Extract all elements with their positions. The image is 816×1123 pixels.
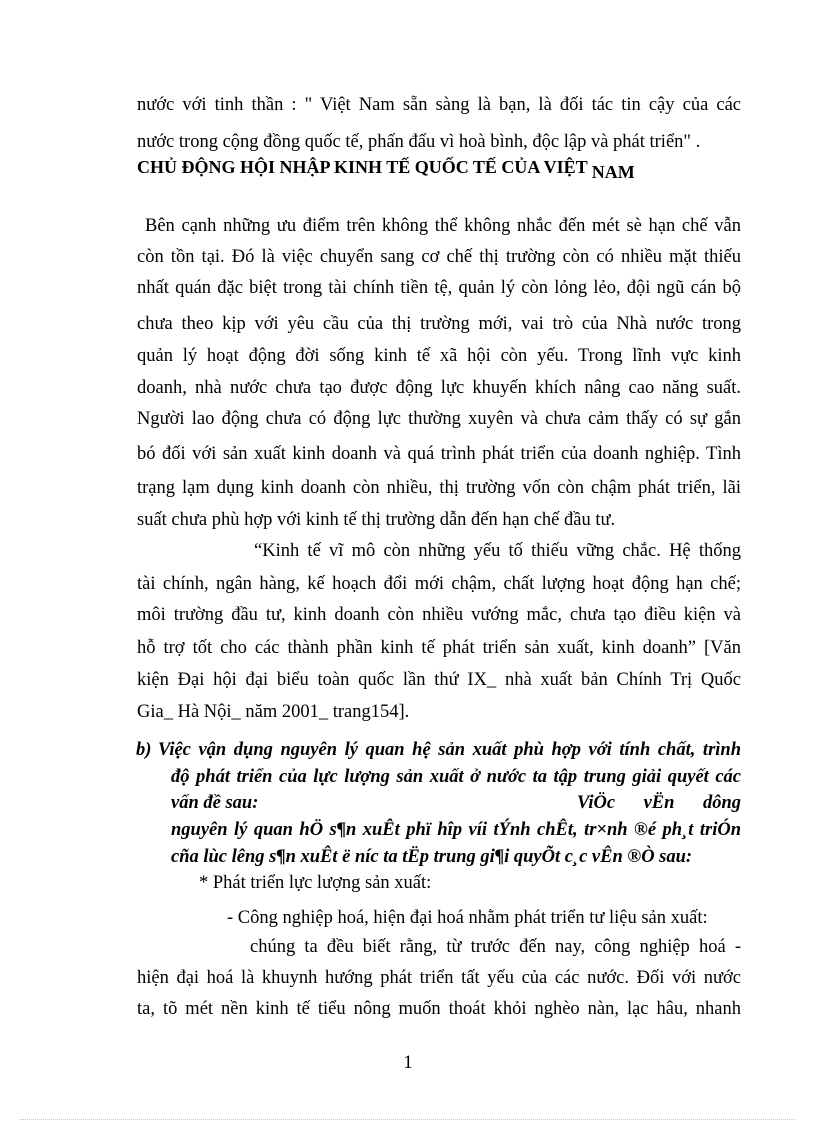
paragraph-line: còn tồn tại. Đó là việc chuyển sang cơ chế thị trường còn có nhiều mặt thiếu xyxy=(137,247,741,267)
intro-line: nước trong cộng đồng quốc tế, phấn đấu vì hoà bình, độc lập và phát triển" . xyxy=(137,132,701,152)
section-b-line: nguyên lý quan hÖ s¶n xuÊt phï hîp víi tÝnh chÊt, tr×nh ®é ph¸t triÓn xyxy=(171,820,741,840)
section-b-line: cña lùc lêng s¶n xuÊt ë níc ta tËp trung gi¶i quyÕt c¸c vÊn ®Ò sau: xyxy=(171,847,693,867)
heading-main: CHỦ ĐỘNG HỘI NHẬP KINH TẾ QUỐC TẾ CỦA VIỆT xyxy=(137,157,588,177)
section-b-marker: b) xyxy=(136,740,152,760)
paragraph-line: bó đối với sản xuất kinh doanh và quá trình phát triển của doanh nghiệp. Tình xyxy=(137,444,741,464)
paragraph-line: doanh, nhà nước chưa tạo được động lực khuyến khích nâng cao năng suất. xyxy=(137,378,741,398)
quote-line: kiện Đại hội đại biểu toàn quốc lần thứ IX_ nhà xuất bản Chính Trị Quốc xyxy=(137,670,741,690)
quote-line: Gia_ Hà Nội_ năm 2001_ trang154]. xyxy=(137,702,410,722)
section-b-line: vấn đề sau: xyxy=(171,793,259,813)
footer-divider xyxy=(20,1119,796,1120)
paragraph-line: quản lý hoạt động đời sống kinh tế xã hội còn yếu. Trong lĩnh vực kinh xyxy=(137,346,741,366)
section-b-line: độ phát triển của lực lượng sản xuất ở nước ta tập trung giải quyết các xyxy=(171,767,741,787)
paragraph-line: Bên cạnh những ưu điểm trên không thể không nhắc đến mét sè hạn chế vẫn xyxy=(145,216,741,236)
quote-line: tài chính, ngân hàng, kế hoạch đổi mới chậm, chất lượng hoạt động hạn chế; xyxy=(137,574,741,594)
paragraph-line: chưa theo kịp với yêu cầu của thị trường mới, vai trò của Nhà nước trong xyxy=(137,314,741,334)
section-heading xyxy=(137,157,635,182)
quote-line: hỗ trợ tốt cho các thành phần kinh tế phát triển sản xuất, kinh doanh” [Văn xyxy=(137,638,741,658)
heading-tail: NAM xyxy=(591,162,635,182)
dash-line: - Công nghiệp hoá, hiện đại hoá nhằm phát triển tư liệu sản xuất: xyxy=(227,908,708,928)
paragraph-line: chúng ta đều biết rằng, từ trước đến nay, công nghiệp hoá - xyxy=(250,937,741,957)
paragraph-line: ta, tõ mét nền kinh tế tiểu nông muốn thoát khỏi nghèo nàn, lạc hâu, nhanh xyxy=(137,999,741,1019)
section-b-line: ViÖc vËn dông xyxy=(577,793,741,813)
paragraph-line: suất chưa phù hợp với kinh tế thị trường dẫn đến hạn chế đầu tư. xyxy=(137,510,616,530)
page-number: 1 xyxy=(403,1052,413,1073)
bullet-line: * Phát triển lực lượng sản xuất: xyxy=(199,873,432,893)
paragraph-line: nhất quán đặc biệt trong tài chính tiền tệ, quản lý còn lỏng lẻo, đội ngũ cán bộ xyxy=(137,278,741,298)
section-b-line: Việc vận dụng nguyên lý quan hệ sản xuất phù hợp với tính chất, trình xyxy=(158,740,741,760)
paragraph-line: Người lao động chưa có động lực thường xuyên và chưa cảm thấy có sự gắn xyxy=(137,409,741,429)
intro-line: nước với tinh thần : " Việt Nam sẵn sàng là bạn, là đối tác tin cậy của các xyxy=(137,95,741,115)
quote-line: môi trường đầu tư, kinh doanh còn nhiều vướng mắc, chưa tạo điều kiện và xyxy=(137,605,741,625)
quote-line: “Kinh tế vĩ mô còn những yếu tố thiếu vững chắc. Hệ thống xyxy=(254,541,741,561)
paragraph-line: trạng lạm dụng kinh doanh còn nhiều, thị trường vốn còn chậm phát triển, lãi xyxy=(137,478,741,498)
paragraph-line: hiện đại hoá là khuynh hướng phát triển tất yếu của các nước. Đối với nước xyxy=(137,968,741,988)
